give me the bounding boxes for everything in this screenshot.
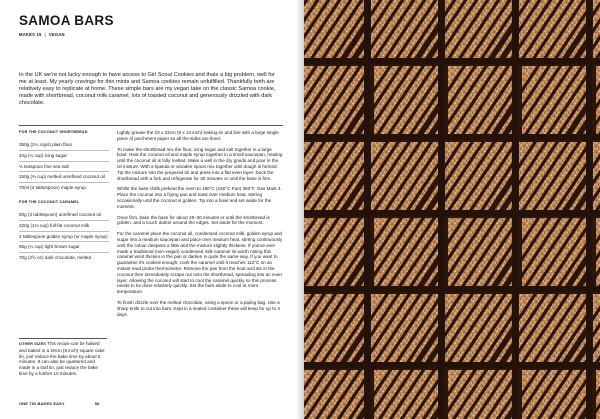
book-spine-shadow (296, 0, 304, 419)
other-sizes-label: OTHER SIZES (19, 342, 46, 346)
ingredient-item: 50g (3 tablespoon) unrefined coconut oil (19, 210, 109, 221)
other-sizes-note (19, 341, 107, 377)
page-number: 58 (94, 401, 100, 406)
ingredient-item: 70g (2½ oz) dark chocolate, melted (19, 255, 92, 261)
method-step: Lightly grease the 23 x 33cm (9 x 13 inch) baking tin and line with a large single piece of parchment paper so all the sides are lined. (117, 130, 279, 141)
recipe-title: SAMOA BARS (19, 13, 114, 28)
ingredient-item: 150g (⅔ cup) melted unrefined coconut oil (19, 172, 109, 183)
ingredient-item: 55g (¼ cup) light brown sugar (19, 242, 109, 253)
bar-cut-gap (304, 362, 600, 368)
other-sizes-divider (19, 338, 107, 339)
ingredient-item: 350g (2¼ cups) plain flour (19, 140, 109, 151)
bar-cut-gap (304, 210, 600, 216)
ingredient-gap (19, 193, 109, 200)
method-step: To make the shortbread mix the flour, icing sugar and salt together in a large bowl. Heat the coconut oil and maple syrup together in a small saucepan, heating until the coconut oil is fully melted. Make a well in the dry goods and pour in the oil mixture. With a spatula or wooden spoon mix together until dough is formed. Tip the mixture into the prepared tin and press into a flat even layer. Dock the shortbread with a fork and refrigerate for 30 minutes or until the base is firm. (117, 146, 283, 181)
shortbread-heading: FOR THE COCONUT SHORTBREAD (19, 130, 88, 134)
makes-label: MAKES 15 (19, 32, 42, 37)
bar-cut-gap (304, 58, 600, 64)
ingredient-item: 70ml (4 tablespoon) maple syrup (19, 185, 86, 191)
ingredient-item: ½ teaspoon fine sea salt (19, 162, 109, 173)
samoa-bar (304, 370, 368, 419)
book-title: ONE TIN BAKES EASY (19, 401, 65, 406)
ingredient-item: 40g (¼ cup) icing sugar (19, 151, 109, 162)
intro-paragraph: In the UK we're not lucky enough to have access to Girl Scout Cookies and thats a big problem, well for me at least. My yearly cravings for thin mints and Samoa cookies remain unfulfilled. Thankfully both are relatively easy to replicate at home. These simple bars are my vegan take on the classic Samoa cookie, made with shortbread, coconut milk caramel, lots of toasted coconut and generously drizzled with dark chocolate. (19, 72, 276, 106)
method-column (117, 130, 283, 322)
ingredient-item: 320g (1⅓ cup) full-fat coconut milk (19, 221, 109, 232)
ingredient-item: 2 tablespoon golden syrup (or maple syrup) (19, 232, 109, 243)
caramel-heading: FOR THE COCONUT CARAMEL (19, 199, 80, 204)
page-footer (19, 401, 100, 406)
method-step: Whilst the base chills preheat the oven to 180°C (160°C Fan) 350°F, Gas Mark 4. Place the coconut into a frying pan and toast over medium heat, stirring occasionally until the coconut is golden. Tip into a bowl and set aside for the moment. (117, 186, 282, 209)
diet-label: VEGAN (48, 32, 65, 37)
bar-cut-gap (304, 134, 600, 140)
method-step: To finish drizzle over the melted chocolate, using a spoon or a piping bag. Use a sharp knife to cut into bars. Kept in a sealed container these will keep for up to 4 days. (117, 299, 280, 317)
section-divider (19, 125, 283, 126)
ingredients-column (19, 130, 109, 263)
recipe-meta (19, 32, 65, 37)
samoa-bars-photo (304, 0, 600, 419)
meta-separator: | (44, 32, 46, 37)
other-sizes-text: This recipe can be halved and baked in a 20cm (8 inch) square cake tin, just reduce the bake time by about 5 minutes. It can also be quartered and made in a loaf tin, just reduce the bake time by a further 10 minutes. (19, 341, 105, 376)
bar-cut-gap (304, 286, 600, 292)
photo-illustration (304, 0, 600, 419)
method-step: For the caramel place the coconut oil, condensed coconut milk, golden syrup and sugar into a medium saucepan and place over medium heat, stirring continuously until the colour deepens a little and the mixture slightly thickens. If you've ever made a traditional (non-vegan) condensed milk caramel its worth noting this caramel wont thicken in the pan or darken in quite the same way. If you want to guarantee it's cooked enough, cook the caramel until it reaches 112°C on an instant read probe thermometer. Remove the pan from the heat and stir in the coconut then immediately scrape out onto the shortbread, spreading into an even layer. Allowing the coconut will start to cool the caramel quickly so this process needs to be done relatively quickly. Set the bars aside to cool at room temperature. (117, 231, 283, 295)
method-step: Once firm, bake the base for about 25–30 minutes or until the shortbread is golden, and a touch darker around the edges. Set aside for the moment. (117, 214, 270, 226)
